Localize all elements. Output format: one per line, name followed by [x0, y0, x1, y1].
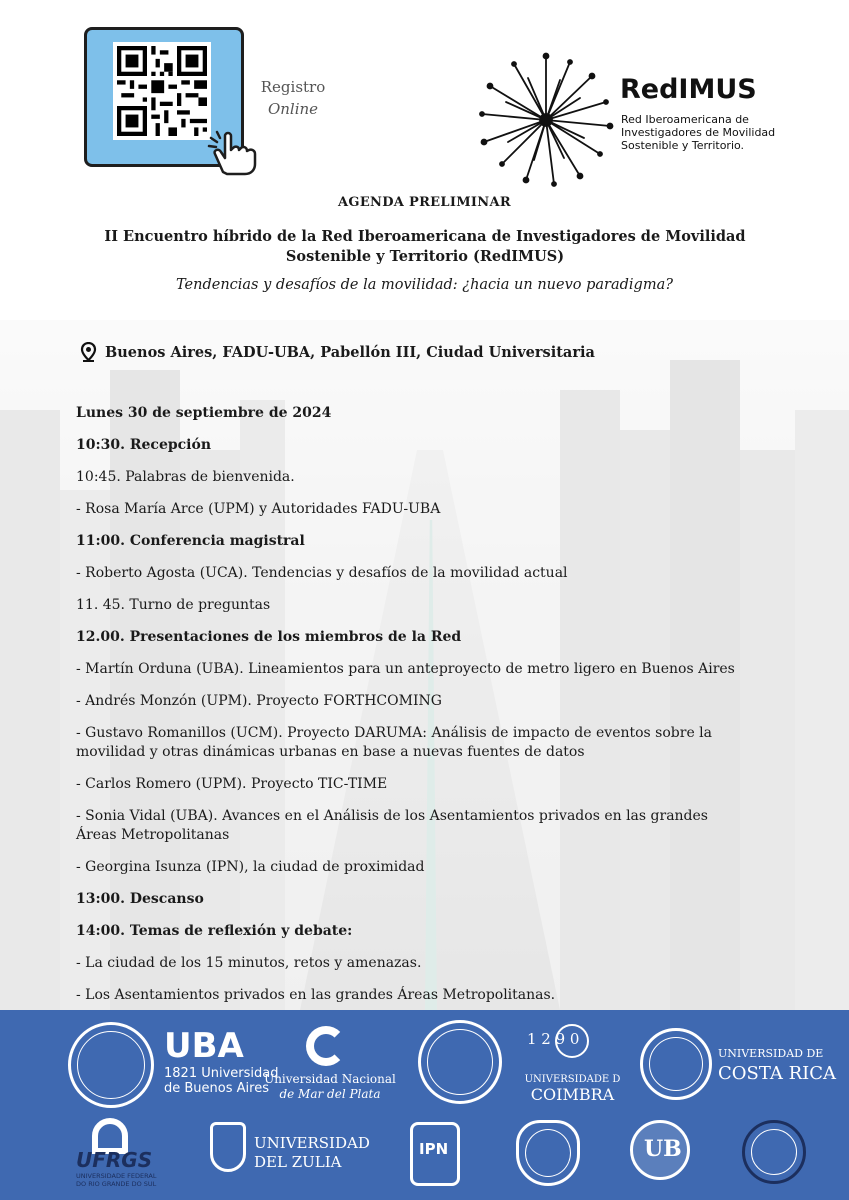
ufrgs-logo-name	[76, 1172, 156, 1188]
qr-code-pattern	[117, 46, 207, 136]
ucm-crest-icon	[516, 1120, 580, 1186]
uba-line1: 1821 Universidad	[164, 1066, 279, 1081]
ipn-logo-text: IPN	[419, 1140, 449, 1158]
program-item: 11. 45. Turno de preguntas	[76, 597, 271, 613]
coimbra-line2: COIMBRA	[530, 1085, 615, 1104]
program-item-line: Áreas Metropolitanas	[76, 827, 230, 843]
program-list	[76, 404, 776, 1018]
location-text: Buenos Aires, FADU-UBA, Pabellón III, Ciudad Universitaria	[105, 343, 595, 361]
pointing-hand-icon	[205, 128, 267, 178]
event-title-line1: II Encuentro híbrido de la Red Iberoamericana de Investigadores de Movilidad	[104, 228, 746, 245]
program-item: 13:00. Descanso	[76, 891, 204, 907]
coimbra-year: 1 2 9 0	[527, 1030, 580, 1048]
brand-subtitle-line3: Sostenible y Territorio.	[621, 139, 745, 152]
program-item: 10:45. Palabras de bienvenida.	[76, 469, 295, 485]
coimbra-line1: UNIVERSIDADE D	[524, 1074, 621, 1085]
uca-seal-icon	[742, 1120, 806, 1184]
brand-subtitle-line1: Red Iberoamericana de	[621, 113, 749, 126]
program-item: 10:30. Recepción	[76, 437, 212, 453]
program-item: - Martín Orduna (UBA). Lineamientos para un anteproyecto de metro ligero en Buenos Aires	[76, 661, 735, 677]
program-item: - Andrés Monzón (UPM). Proyecto FORTHCOMING	[76, 693, 442, 709]
brand-title: RedIMUS	[620, 74, 757, 105]
event-title-line2: Sostenible y Territorio (RedIMUS)	[285, 248, 565, 265]
program-item: - Roberto Agosta (UCA). Tendencias y desafíos de la movilidad actual	[76, 565, 568, 581]
event-tagline: Tendencias y desafíos de la movilidad: ¿hacia un nuevo paradigma?	[175, 277, 674, 293]
uba-seal-icon	[68, 1022, 154, 1108]
event-title	[80, 227, 770, 267]
program-item: 14:00. Temas de reflexión y debate:	[76, 923, 353, 939]
mar-del-plata-wave-icon	[306, 1026, 346, 1066]
program-item: - La ciudad de los 15 minutos, retos y amenazas.	[76, 955, 422, 971]
mdp-line2: de Mar del Plata	[279, 1087, 381, 1101]
upm-seal-icon	[418, 1020, 502, 1104]
ucr-seal-icon	[640, 1028, 712, 1100]
ucr-line1: UNIVERSIDAD DE	[718, 1047, 824, 1060]
registration-label-line2: Online	[267, 100, 319, 118]
zulia-logo-name	[254, 1134, 370, 1172]
uba-line2: de Buenos Aires	[164, 1081, 269, 1096]
zulia-line1: UNIVERSIDAD	[254, 1134, 370, 1152]
zulia-line2: DEL ZULIA	[254, 1153, 342, 1171]
program-item: - Georgina Isunza (IPN), la ciudad de proximidad	[76, 859, 425, 875]
partner-logos-footer	[0, 1010, 849, 1200]
program-item: - Los Asentamientos privados en las grandes Áreas Metropolitanas.	[76, 987, 556, 1003]
program-item-line: - Gustavo Romanillos (UCM). Proyecto DARUMA: Análisis de impacto de eventos sobre la	[76, 725, 713, 741]
agenda-title: AGENDA PRELIMINAR	[338, 195, 511, 210]
registration-label-line1: Registro	[260, 78, 326, 96]
qr-code[interactable]	[113, 42, 211, 140]
mdp-logo-name	[262, 1072, 398, 1102]
brand-subtitle-line2: Investigadores de Movilidad	[621, 126, 776, 139]
program-date: Lunes 30 de septiembre de 2024	[76, 405, 332, 421]
coimbra-seal-icon	[555, 1024, 589, 1058]
program-item	[76, 807, 776, 845]
program-item: - Rosa María Arce (UPM) y Autoridades FADU-UBA	[76, 501, 441, 517]
ucr-line2: COSTA RICA	[718, 1063, 837, 1084]
ufrgs-line1: UNIVERSIDADE FEDERAL	[76, 1172, 157, 1180]
program-item: 11:00. Conferencia magistral	[76, 533, 305, 549]
coimbra-logo-name	[515, 1072, 630, 1102]
mdp-line1: Universidad Nacional	[264, 1072, 396, 1086]
location-line	[80, 342, 595, 362]
program-item-line: movilidad y otras dinámicas urbanas en base a nuevas fuentes de datos	[76, 744, 585, 760]
ub-logo-text: UB	[644, 1136, 682, 1162]
registration-label	[250, 76, 336, 120]
program-item-line: - Sonia Vidal (UBA). Avances en el Análisis de los Asentamientos privados en las grandes	[76, 808, 708, 824]
program-item: - Carlos Romero (UPM). Proyecto TIC-TIME	[76, 776, 388, 792]
brand-subtitle	[621, 113, 821, 152]
location-pin-icon	[80, 342, 97, 362]
program-item	[76, 724, 776, 762]
ufrgs-logo-text: UFRGS	[76, 1148, 153, 1172]
uba-logo-text: UBA	[164, 1026, 244, 1066]
zulia-shield-icon	[210, 1122, 246, 1172]
ucr-logo-name	[718, 1044, 836, 1084]
program-item: 12.00. Presentaciones de los miembros de la Red	[76, 629, 462, 645]
ufrgs-line2: DO RIO GRANDE DO SUL	[76, 1180, 157, 1188]
redimus-burst-logo	[476, 50, 616, 190]
